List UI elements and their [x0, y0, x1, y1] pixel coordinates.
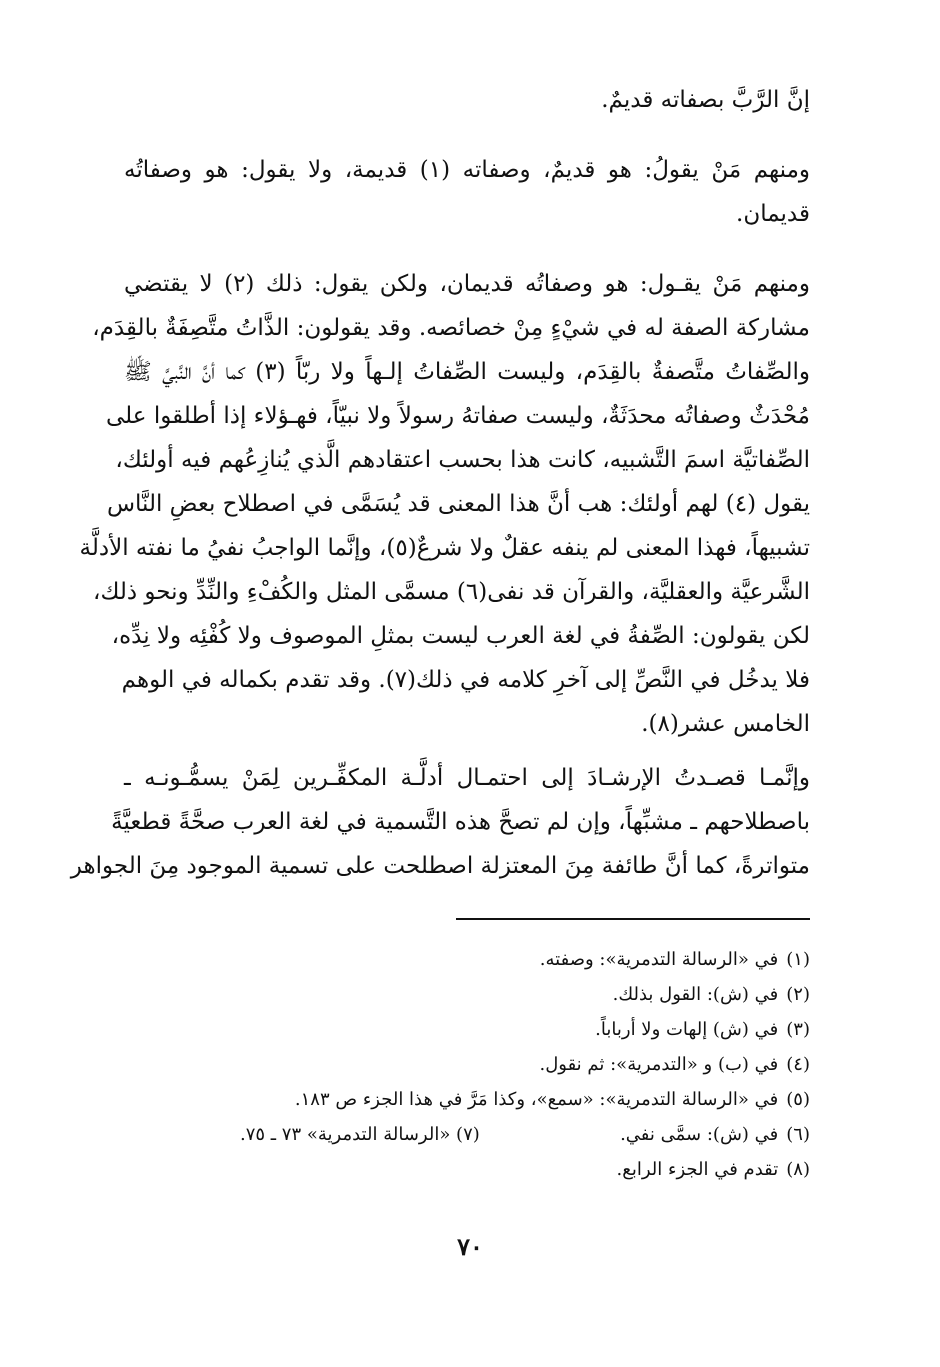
- text-line: الشَّرعيَّة والعقليَّة، والقرآن قد نفى(٦) مسمَّى المثل والكُفْءِ والنِّدِّ ونحو ذلك،: [93, 579, 810, 605]
- footnote-number: (٣): [786, 1019, 810, 1040]
- footnote-text: في (ب) و «التدمرية»: ثم نقول.: [539, 1054, 779, 1075]
- footnote-text: تقدم في الجزء الرابع.: [616, 1159, 779, 1180]
- footnote: [124, 1082, 810, 1117]
- footnote-secondary: (٧) «الرسالة التدمرية» ٧٣ ـ ٧٥.: [240, 1124, 480, 1145]
- footnote-text: في (ش): القول بذلك.: [612, 984, 779, 1005]
- footnote-text: في «الرسالة التدمرية»: «سمع»، وكذا مَرَّ في هذا الجزء ص ١٨٣.: [294, 1089, 779, 1110]
- text-line: ومنهم مَنْ يقولُ: هو قديمٌ، وصفاته (١) قديمة، ولا يقول: هو وصفاتُه: [124, 157, 810, 183]
- footnote-number: (٥): [786, 1089, 810, 1110]
- text-line: يقول (٤) لهم أولئك: هب أنَّ هذا المعنى قد يُسَمَّى في اصطلاح بعضِ النَّاس: [106, 491, 810, 517]
- body-text: [70, 78, 810, 888]
- text-line: قديمان.: [736, 201, 810, 227]
- footnote: [124, 1117, 810, 1152]
- footnote-text: في (ش) إلهات ولا أرباباً.: [595, 1019, 779, 1040]
- text-line: لكن يقولون: الصِّفةُ في لغة العرب ليست بمثلِ الموصوف ولا كُفْئِه ولا نِدِّه،: [111, 623, 810, 649]
- footnote-text: في «الرسالة التدمرية»: وصفته.: [539, 949, 779, 970]
- text-line: الصِّفاتيَّة اسمَ التَّشبيه، كانت هذا بحسب اعتقادهم الَّذي يُنازِعُهم فيه أولئك،: [115, 447, 810, 473]
- footnote: [124, 942, 810, 977]
- text-line: وإنَّمـا قصـدتُ الإرشـادَ إلى احتمـال أدلَّـة المكفِّـرين لِمَنْ يسمُّـونـه ـ: [124, 765, 810, 791]
- footnotes: [124, 942, 810, 1187]
- text-line: ومنهم مَنْ يقـول: هو وصفاتُه قديمان، ولكن يقول: ذلك (٢) لا يقتضي: [124, 271, 810, 297]
- text-line: فلا يدخُل في النَّصِّ إلى آخرِ كلامه في ذلك(٧). وقد تقدم بكماله في الوهم: [121, 667, 810, 693]
- page-number: ٧٠: [457, 1232, 483, 1261]
- footnote-number: (٢): [786, 984, 810, 1005]
- footnote: [124, 1012, 810, 1047]
- footnote-number: (٤): [786, 1054, 810, 1075]
- text-line: باصطلاحهم ـ مشبِّهاً، وإن لم تصحَّ هذه التَّسمية في لغة العرب صحَّةً قطعيَّةً: [111, 809, 810, 835]
- text-line: مشاركة الصفة له في شيْءٍ مِنْ خصائصه. وقد يقولون: الذَّاتُ متَّصِفَةٌ بالقِدَم،: [92, 315, 810, 341]
- footnote: [124, 1152, 810, 1187]
- text-line: مُحْدَثٌ وصفاتُه محدَثَةٌ، وليست صفاتهُ رسولاً ولا نبيّاً، فهـؤلاء إذا أطلقوا على: [106, 403, 810, 429]
- text-line: إنَّ الرَّبَّ بصفاته قديمٌ.: [601, 87, 810, 113]
- footnote-separator: [456, 918, 810, 920]
- paragraph-gap: [124, 746, 810, 756]
- footnote-number: (٦): [786, 1124, 810, 1145]
- text-line: تشبيهاً، فهذا المعنى لم ينفه عقلٌ ولا شرعٌ(٥)، وإنَّما الواجبُ نفيُ ما نفته الأدلَّة: [79, 535, 810, 561]
- text-line: والصِّفاتُ متَّصفةٌ بالقِدَم، وليست الصِّفاتُ إلـهاً ولا ربّاً (٣) كما أنَّ النَّبيَّ ﷺ: [124, 359, 810, 385]
- footnote-number: (٨): [786, 1159, 810, 1180]
- footnote: [124, 1047, 810, 1082]
- footnote-number: (١): [786, 949, 810, 970]
- footnote-text: في (ش): سمَّى نفي.: [620, 1124, 779, 1145]
- paragraph-gap: [124, 122, 810, 148]
- text-line: الخامس عشر(٨).: [641, 711, 810, 737]
- footnote: [124, 977, 810, 1012]
- text-line: متواترةً، كما أنَّ طائفة مِنَ المعتزلة اصطلحت على تسمية الموجود مِنَ الجواهر: [70, 853, 810, 879]
- paragraph-gap: [124, 236, 810, 262]
